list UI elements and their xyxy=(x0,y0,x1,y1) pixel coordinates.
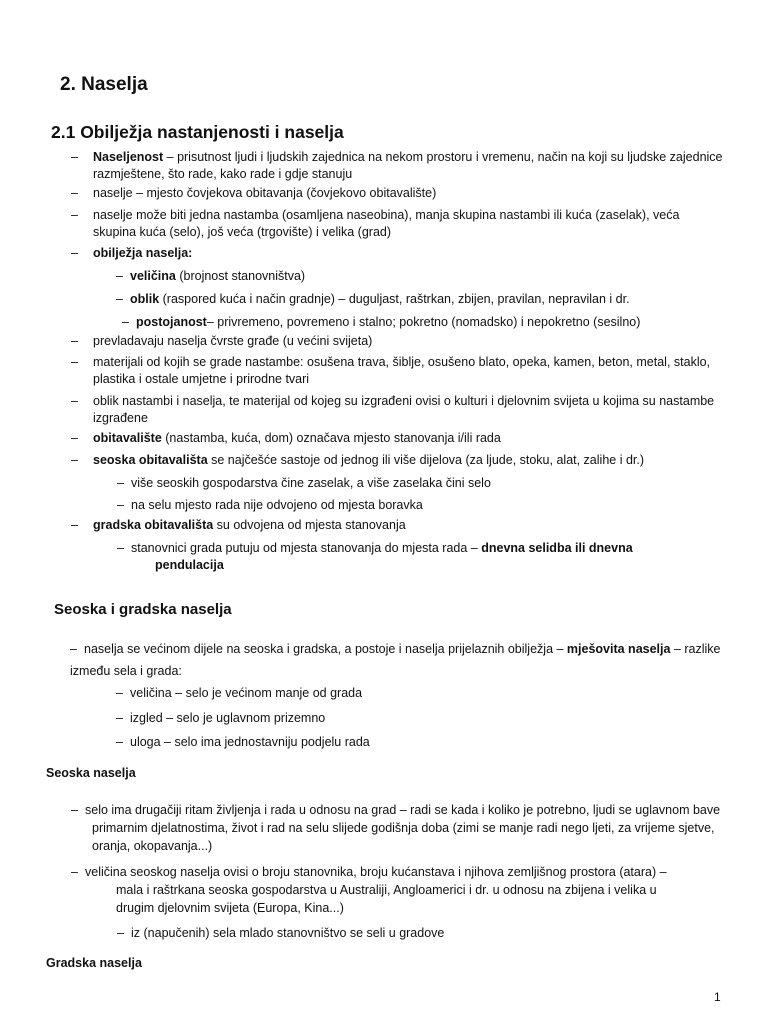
sub-list-item xyxy=(116,268,720,285)
list-item xyxy=(71,354,723,388)
sub-list-item xyxy=(117,925,721,942)
definition: su odvojena od mjesta stanovanja xyxy=(213,518,406,532)
list-dash: – xyxy=(116,735,123,749)
list-dash: – xyxy=(122,315,129,329)
list-dash: – xyxy=(116,711,123,725)
list-item xyxy=(71,245,723,262)
list-dash: – xyxy=(117,926,124,940)
list-dash: – xyxy=(71,518,78,532)
item-text: naselje – mjesto čovjekova obitavanja (čovjekovo obitavalište) xyxy=(93,186,437,200)
list-dash: – xyxy=(116,686,123,700)
list-item xyxy=(71,863,685,917)
list-dash: – xyxy=(117,498,124,512)
list-dash: – xyxy=(71,150,78,164)
sub-list-item xyxy=(116,291,720,308)
term: dnevna selidba ili dnevna pendulacija xyxy=(155,541,633,572)
item-text: obilježja naselja: xyxy=(93,246,193,260)
list-dash: – xyxy=(71,865,78,879)
definition: (brojnost stanovništva) xyxy=(175,269,306,283)
list-dash: – xyxy=(70,642,77,656)
term: oblik xyxy=(130,292,160,306)
item-text: na selu mjesto rada nije odvojeno od mjesta boravka xyxy=(131,498,423,512)
term: veličina xyxy=(130,269,176,283)
list-dash: – xyxy=(71,355,78,369)
list-item xyxy=(71,393,723,427)
subheading-urban: Gradska naselja xyxy=(46,956,142,970)
item-text: izgled – selo je uglavnom prizemno xyxy=(130,711,326,725)
list-dash: – xyxy=(71,208,78,222)
list-item xyxy=(71,207,723,241)
sub-list-item xyxy=(117,475,721,492)
list-item xyxy=(71,185,723,202)
list-dash: – xyxy=(71,453,78,467)
subsection-title: Seoska i gradska naselja xyxy=(54,601,232,618)
term: postojanost xyxy=(136,315,207,329)
item-text: naselje može biti jedna nastamba (osamljena naseobina), manja skupina nastambi ili kuća (zaselak), veća skupina kuća (selo), još veća (trgovište) i velika (grad) xyxy=(93,208,680,239)
list-dash: – xyxy=(71,186,78,200)
sub-list-item xyxy=(122,314,726,331)
item-text: selo ima drugačiji ritam življenja i rada u odnosu na grad – radi se kada i koliko je potrebno, ljudi se uglavnom bave primarnim djelatnostima, život i rad na selu slijede godišnja doba (zimi se manje radi nego ljeti, za vrijeme sjetve, oranja, okopavanja...) xyxy=(85,803,721,853)
sub-list-item xyxy=(116,710,720,727)
term: obitavalište xyxy=(93,431,162,445)
list-dash: – xyxy=(71,334,78,348)
chapter-title: 2. Naselja xyxy=(60,74,148,95)
item-text: veličina seoskog naselja ovisi o broju stanovnika, broju kućanstava i njihova zemljišnog prostora (atara) – mala i raštrkana seoska gospodarstva u Australiji, Angloamerici i dr. u odnosu na zbijena i velika u drugim djelovnim svijeta (Europa, Kina...) xyxy=(85,865,667,915)
list-dash: – xyxy=(117,541,124,555)
list-item xyxy=(71,430,723,447)
item-text: stanovnici grada putuju od mjesta stanovanja do mjesta rada – xyxy=(131,541,482,555)
list-item xyxy=(70,638,724,682)
list-item xyxy=(71,517,723,534)
list-item xyxy=(71,333,723,350)
item-text: veličina – selo je većinom manje od grada xyxy=(130,686,363,700)
list-item xyxy=(71,149,723,183)
term: seoska obitavališta xyxy=(93,453,208,467)
list-dash: – xyxy=(71,246,78,260)
page-number: 1 xyxy=(714,990,721,1004)
list-dash: – xyxy=(117,476,124,490)
definition: se najčešće sastoje od jednog ili više dijelova (za ljude, stoku, alat, zalihe i dr.) xyxy=(207,453,645,467)
list-dash: – xyxy=(116,292,123,306)
term: mješovita naselja xyxy=(566,642,671,656)
list-dash: – xyxy=(71,431,78,445)
item-text: oblik nastambi i naselja, te materijal od kojeg su izgrađeni ovisi o kulturi i djelovnim svijeta u kojima su nastambe izgrađene xyxy=(93,394,715,425)
list-dash: – xyxy=(71,803,78,817)
item-text: iz (napučenih) sela mlado stanovništvo se seli u gradove xyxy=(131,926,445,940)
term: gradska obitavališta xyxy=(93,518,214,532)
item-text-continued: – razlike između sela i grada: xyxy=(70,642,721,678)
definition: – privremeno, povremeno i stalno; pokretno (nomadsko) i nepokretno (sesilno) xyxy=(206,315,641,329)
item-text: prevladavaju naselja čvrste građe (u većini svijeta) xyxy=(93,334,373,348)
subheading-rural: Seoska naselja xyxy=(46,766,136,780)
sub-list-item xyxy=(117,540,671,574)
item-text: više seoskih gospodarstva čine zaselak, a više zaselaka čini selo xyxy=(131,476,491,490)
definition: (raspored kuća i način gradnje) – duguljast, raštrkan, zbijen, pravilan, nepravilan i dr. xyxy=(159,292,630,306)
item-text: uloga – selo ima jednostavniju podjelu rada xyxy=(130,735,370,749)
definition: – prisutnost ljudi i ljudskih zajednica na nekom prostoru i vremenu, način na koji su ljudske zajednice razmještene, što rade, kako rade i gdje stanuju xyxy=(93,150,723,181)
item-text: naselja se većinom dijele na seoska i gradska, a postoje i naselja prijelaznih obilježja – xyxy=(84,642,567,656)
list-dash: – xyxy=(71,394,78,408)
sub-list-item xyxy=(116,734,720,751)
list-item xyxy=(71,801,725,855)
item-text: materijali od kojih se grade nastambe: osušena trava, šiblje, osušeno blato, opeka, kamen, beton, metal, staklo, plastika i ostale umjetne i prirodne tvari xyxy=(93,355,711,386)
sub-list-item xyxy=(116,685,720,702)
list-dash: – xyxy=(116,269,123,283)
term: Naseljenost xyxy=(93,150,164,164)
section-title: 2.1 Obilježja nastanjenosti i naselja xyxy=(51,122,344,142)
definition: (nastamba, kuća, dom) označava mjesto stanovanja i/ili rada xyxy=(161,431,501,445)
sub-list-item xyxy=(117,497,721,514)
list-item xyxy=(71,452,723,469)
